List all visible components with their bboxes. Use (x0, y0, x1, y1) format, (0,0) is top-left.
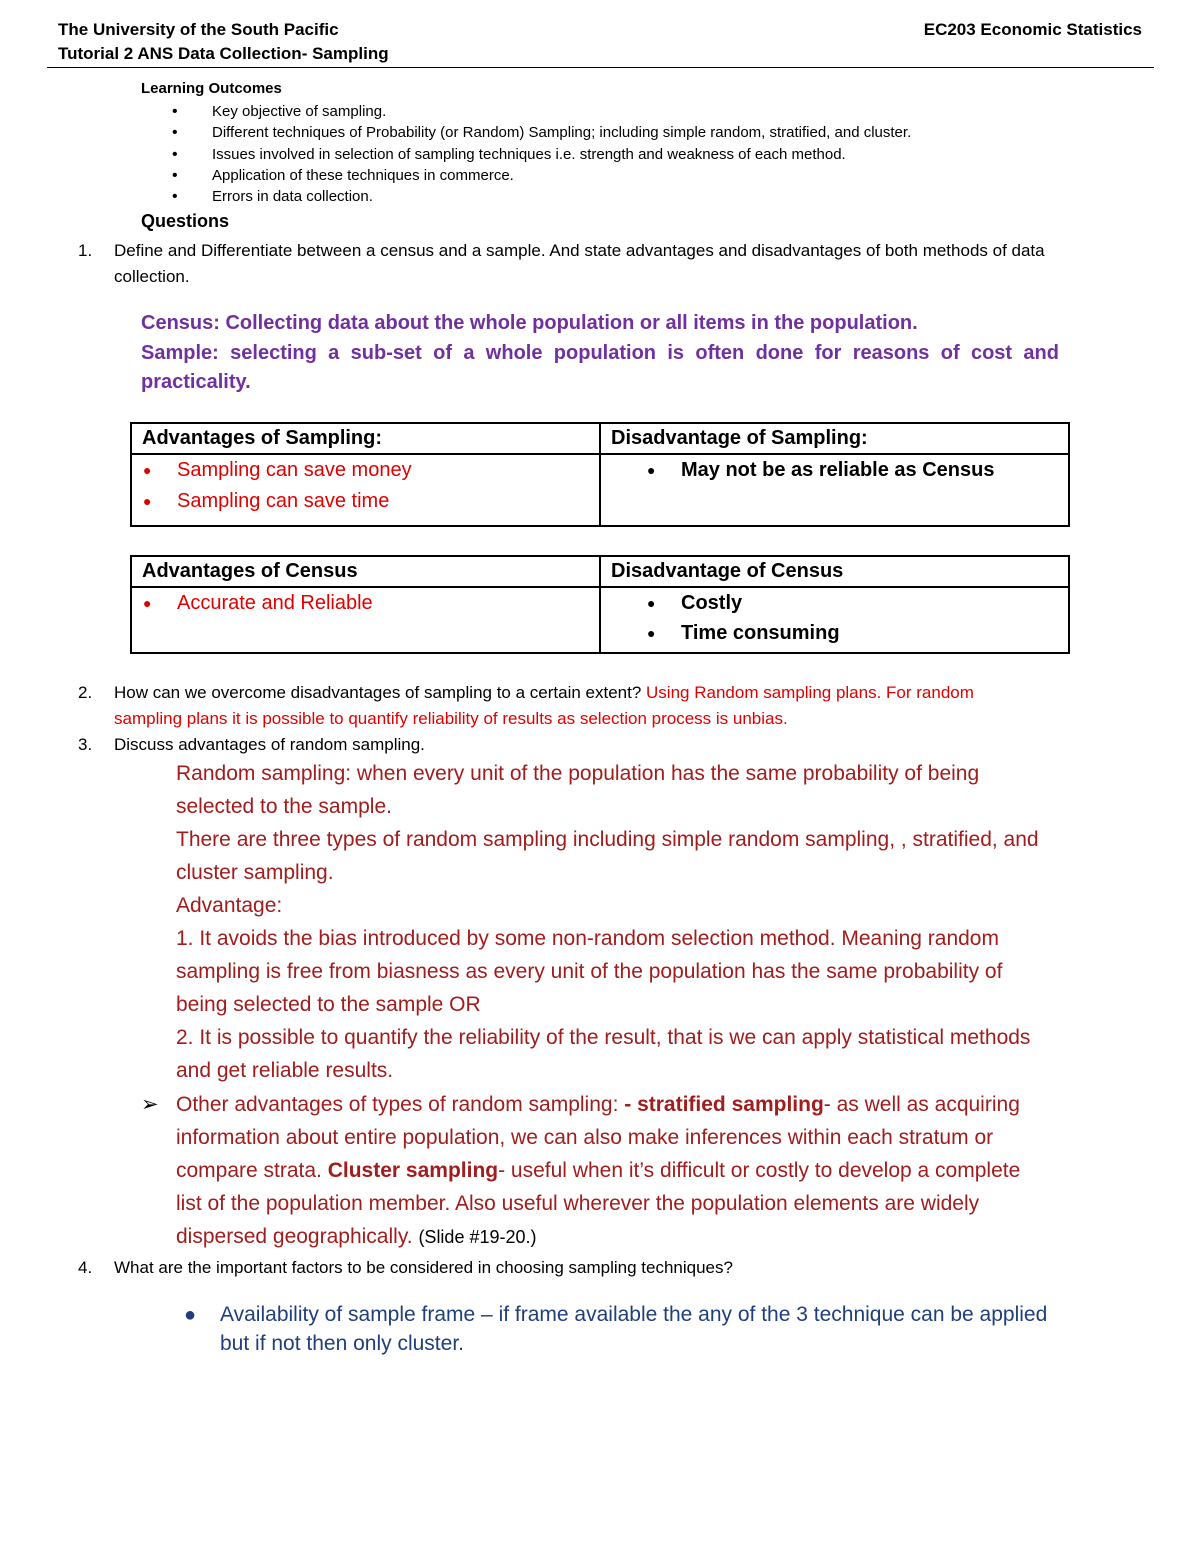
q3-paragraph: 2. It is possible to quantify the reliability of the result, that is we can apply statistical methods and get reliable results. (176, 1026, 1031, 1082)
question-4-answer: Availability of sample frame – if frame available the any of the 3 technique can be applied but if not then only cluster. (220, 1303, 1048, 1355)
census-adv-header: Advantages of Census (131, 556, 600, 587)
tutorial-title: Tutorial 2 ANS Data Collection- Sampling (58, 44, 389, 63)
census-advantages-table (130, 555, 1070, 654)
table-bullet: ● Sampling can save time (142, 486, 599, 517)
census-adv-cell (131, 587, 600, 653)
list-item: • Errors in data collection. (172, 186, 911, 207)
question-2-text (114, 680, 1044, 732)
q3-paragraph: There are three types of random sampling including simple random sampling, , stratified, and cluster sampling. (176, 828, 1039, 884)
sampling-advantages-table (130, 422, 1070, 527)
question-4-text: What are the important factors to be considered in choosing sampling techniques? (114, 1258, 733, 1277)
q3-other-text: Other advantages of types of random sampling: (176, 1093, 625, 1116)
census-dis-header: Disadvantage of Census (600, 556, 1069, 587)
sample-definition: Sample: selecting a sub-set of a whole population is often done for reasons of cost and practicality. (141, 341, 1059, 393)
slide-reference: (Slide #19-20.) (418, 1227, 537, 1247)
q3-stratified-label: - stratified sampling (624, 1093, 824, 1116)
q3-paragraph: Random sampling: when every unit of the population has the same probability of being selected to the sample. (176, 762, 980, 818)
q3-other-text: - useful when it’s difficult or costly to develop a complete list of the population member. Also useful wherever the population elements are widely dispersed geographically. (176, 1159, 1021, 1248)
questions-heading: Questions (141, 211, 230, 231)
sampling-dis-header: Disadvantage of Sampling: (600, 423, 1069, 454)
sampling-adv-cell (131, 454, 600, 526)
q3-paragraph: 1. It avoids the bias introduced by some non-random selection method. Meaning random sampling is free from biasness as every unit of the population has the same probability of being selected to the sample OR (176, 927, 1003, 1016)
bullet-icon: ● (184, 1304, 197, 1326)
sampling-adv-header: Advantages of Sampling: (131, 423, 600, 454)
learning-outcomes-list (172, 101, 911, 207)
question-4-number: 4. (78, 1258, 93, 1277)
q3-other-text: - as well as acquiring information about entire population, we can also make inferences within each stratum or compare strata. (176, 1093, 1020, 1182)
q3-answer (176, 757, 1051, 1087)
list-item: • Application of these techniques in commerce. (172, 165, 911, 186)
census-definition: Census: Collecting data about the whole population or all items in the population. (141, 312, 918, 334)
university-name: The University of the South Pacific (58, 20, 339, 39)
table-bullet: ● May not be as reliable as Census (646, 455, 1068, 486)
table-bullet: ● Accurate and Reliable (142, 588, 599, 619)
census-dis-cell (600, 587, 1069, 653)
q3-paragraph: Advantage: (176, 894, 283, 917)
question-2-answer: Using Random sampling plans. For random sampling plans it is possible to quantify reliability of results as selection process is unbias. (114, 683, 974, 728)
question-1-number: 1. (78, 241, 93, 260)
table-bullet: ● Sampling can save money (142, 455, 599, 486)
question-2-number: 2. (78, 683, 93, 702)
header-divider (47, 67, 1154, 68)
course-title: EC203 Economic Statistics (923, 20, 1142, 39)
list-item: • Different techniques of Probability (or Random) Sampling; including simple random, stratified, and cluster. (172, 122, 911, 143)
sampling-dis-cell (600, 454, 1069, 526)
table-bullet: ● Costly (646, 588, 1068, 618)
q3-cluster-label: Cluster sampling (327, 1159, 499, 1182)
list-item: • Issues involved in selection of sampling techniques i.e. strength and weakness of each method. (172, 144, 911, 165)
arrow-bullet-icon: ➢ (141, 1093, 159, 1116)
q3-other-advantages (176, 1088, 1051, 1254)
question-1-text: Define and Differentiate between a census and a sample. And state advantages and disadvantages of both methods of data collection. (114, 241, 1045, 286)
question-3-text: Discuss advantages of random sampling. (114, 735, 425, 754)
learning-outcomes-title: Learning Outcomes (141, 80, 282, 97)
table-bullet: ● Time consuming (646, 618, 1068, 648)
list-item: • Key objective of sampling. (172, 101, 911, 122)
question-2-question: How can we overcome disadvantages of sampling to a certain extent? (114, 683, 642, 702)
q1-answer (141, 309, 1059, 398)
question-3-number: 3. (78, 735, 93, 754)
